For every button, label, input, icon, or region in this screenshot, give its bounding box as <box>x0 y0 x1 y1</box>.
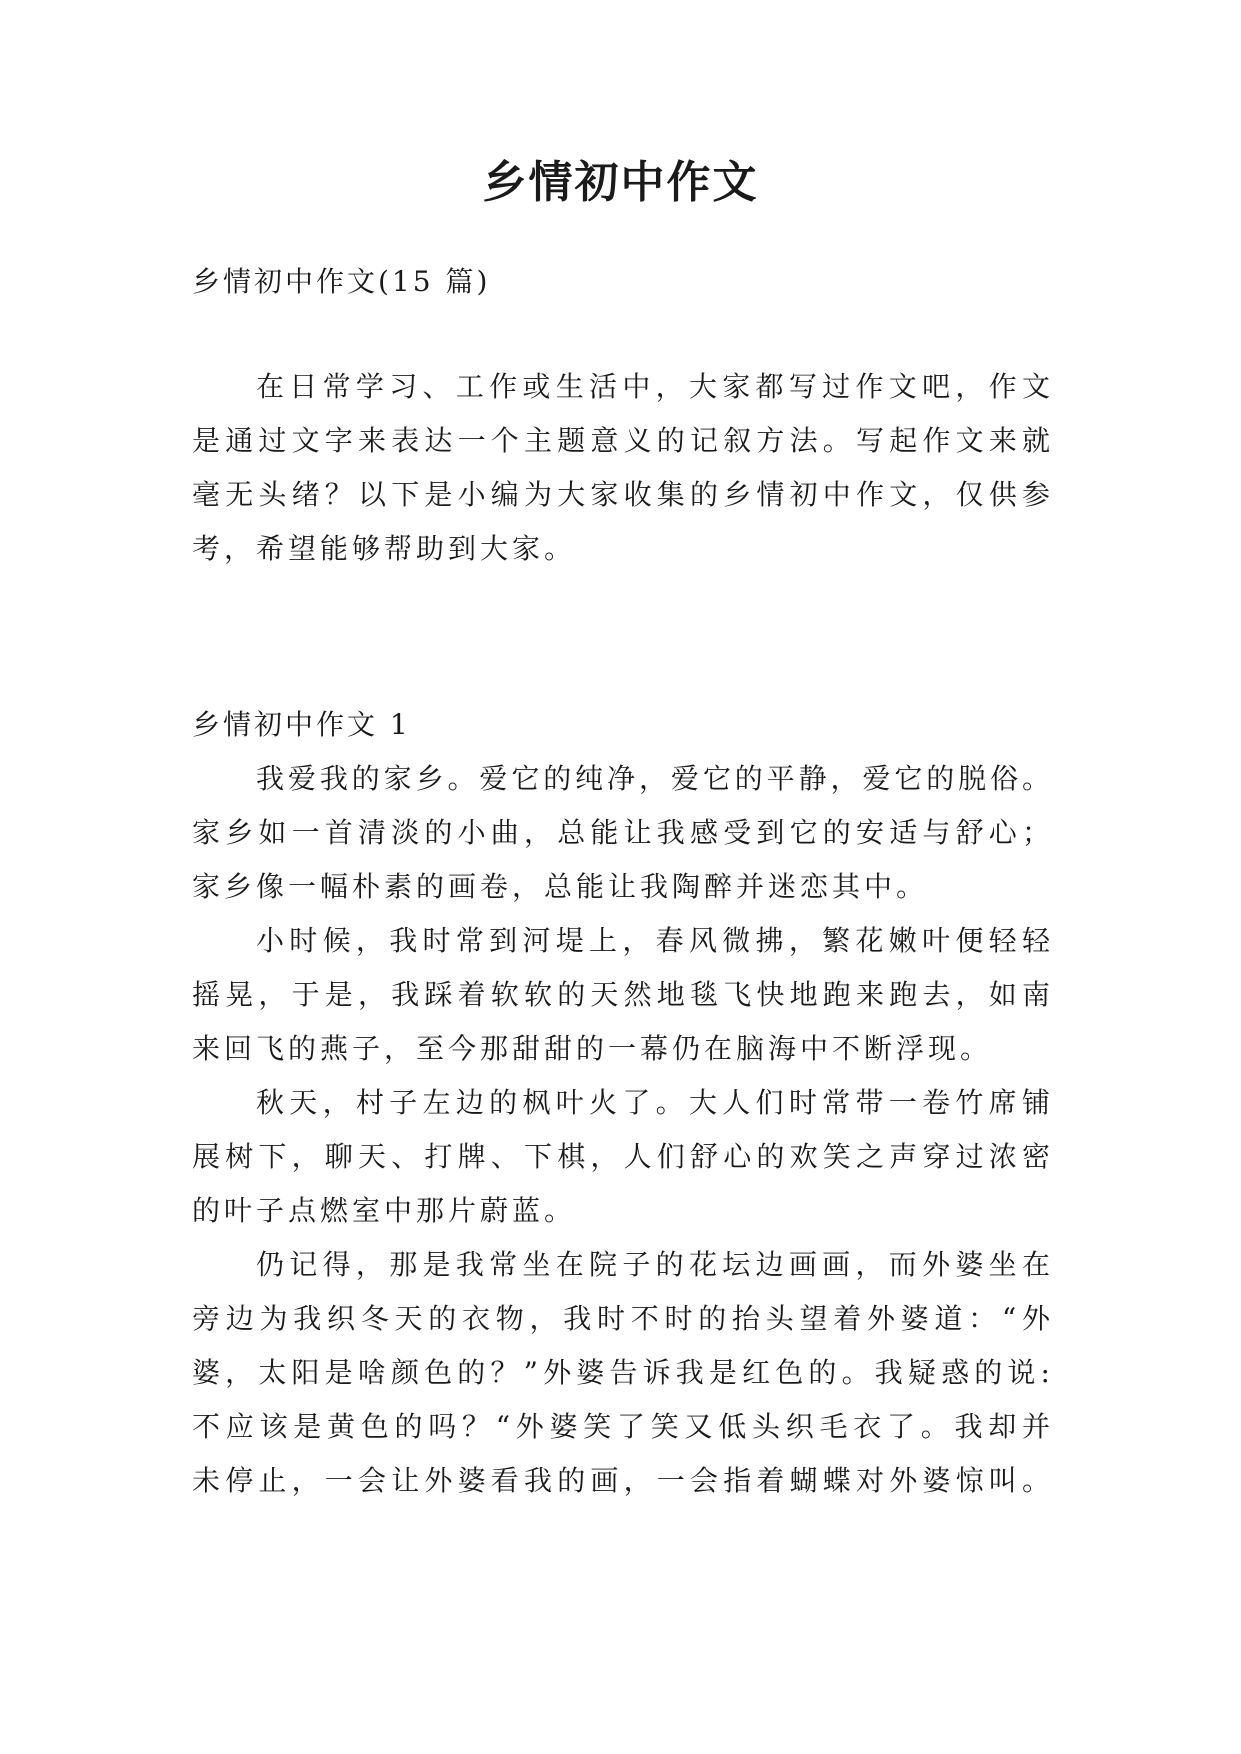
intro-line: 考，希望能够帮助到大家。 <box>192 532 577 565</box>
paragraph-line: 不应该是黄色的吗？“外婆笑了笑又低头织毛衣了。我却并 <box>192 1410 1050 1443</box>
paragraph-line: 小时候，我时常到河堤上，春风微拂，繁花嫩叶便轻轻 <box>256 924 1050 957</box>
paragraph-line: 旁边为我织冬天的衣物，我时不时的抬头望着外婆道：“外 <box>192 1302 1050 1335</box>
intro-line: 是通过文字来表达一个主题意义的记叙方法。写起作文来就 <box>192 424 1050 457</box>
paragraph-line: 未停止，一会让外婆看我的画，一会指着蝴蝶对外婆惊叫。 <box>192 1464 1050 1497</box>
paragraph-line: 展树下，聊天、打牌、下棋，人们舒心的欢笑之声穿过浓密 <box>192 1140 1050 1173</box>
essay-heading: 乡情初中作文 1 <box>192 708 411 741</box>
paragraph-line: 家乡如一首清淡的小曲，总能让我感受到它的安适与舒心； <box>192 816 1050 849</box>
paragraph-line: 秋天，村子左边的枫叶火了。大人们时常带一卷竹席铺 <box>256 1086 1050 1119</box>
intro-line: 毫无头绪？以下是小编为大家收集的乡情初中作文，仅供参 <box>192 478 1050 511</box>
paragraph-line: 摇晃，于是，我踩着软软的天然地毯飞快地跑来跑去，如南 <box>192 978 1050 1011</box>
document-title: 乡情初中作文 <box>482 157 759 208</box>
paragraph-line: 家乡像一幅朴素的画卷，总能让我陶醉并迷恋其中。 <box>192 870 929 903</box>
paragraph-line: 婆，太阳是啥颜色的？”外婆告诉我是红色的。我疑惑的说: <box>192 1356 1050 1389</box>
paragraph-line: 的叶子点燃室中那片蔚蓝。 <box>192 1194 577 1227</box>
paragraph-line: 来回飞的燕子，至今那甜甜的一幕仍在脑海中不断浮现。 <box>192 1032 993 1065</box>
paragraph-line: 我爱我的家乡。爱它的纯净，爱它的平静，爱它的脱俗。 <box>256 762 1050 795</box>
intro-line: 在日常学习、工作或生活中，大家都写过作文吧，作文 <box>256 370 1050 403</box>
document-subtitle: 乡情初中作文(15 篇) <box>192 265 491 298</box>
paragraph-line: 仍记得，那是我常坐在院子的花坛边画画，而外婆坐在 <box>256 1248 1050 1281</box>
